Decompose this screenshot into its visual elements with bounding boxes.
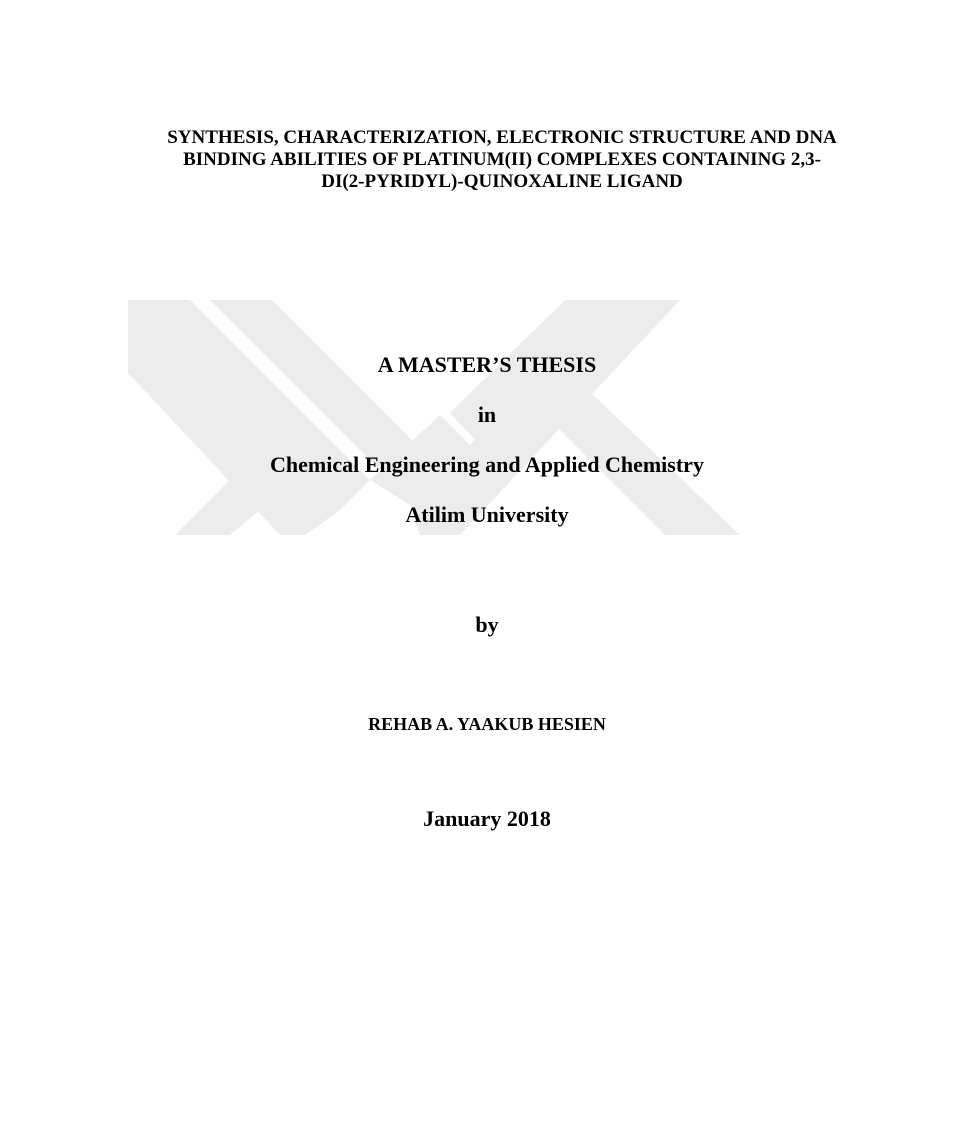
university-name: Atilim University: [405, 502, 569, 527]
thesis-title-line-3: DI(2-PYRIDYL)-QUINOXALINE LIGAND: [321, 171, 683, 192]
in-label: in: [477, 402, 497, 427]
author-name: REHAB A. YAAKUB HESIEN: [368, 714, 606, 734]
thesis-title-line-2: BINDING ABILITIES OF PLATINUM(II) COMPLEXES CONTAINING 2,3-: [183, 149, 821, 170]
by-label: by: [475, 612, 499, 637]
department-name: Chemical Engineering and Applied Chemistry: [270, 452, 704, 477]
degree-label: A MASTER’S THESIS: [377, 352, 597, 377]
submission-date: January 2018: [423, 806, 551, 831]
thesis-title-line-1: SYNTHESIS, CHARACTERIZATION, ELECTRONIC STRUCTURE AND DNA: [167, 127, 837, 148]
thesis-title: [150, 127, 854, 193]
